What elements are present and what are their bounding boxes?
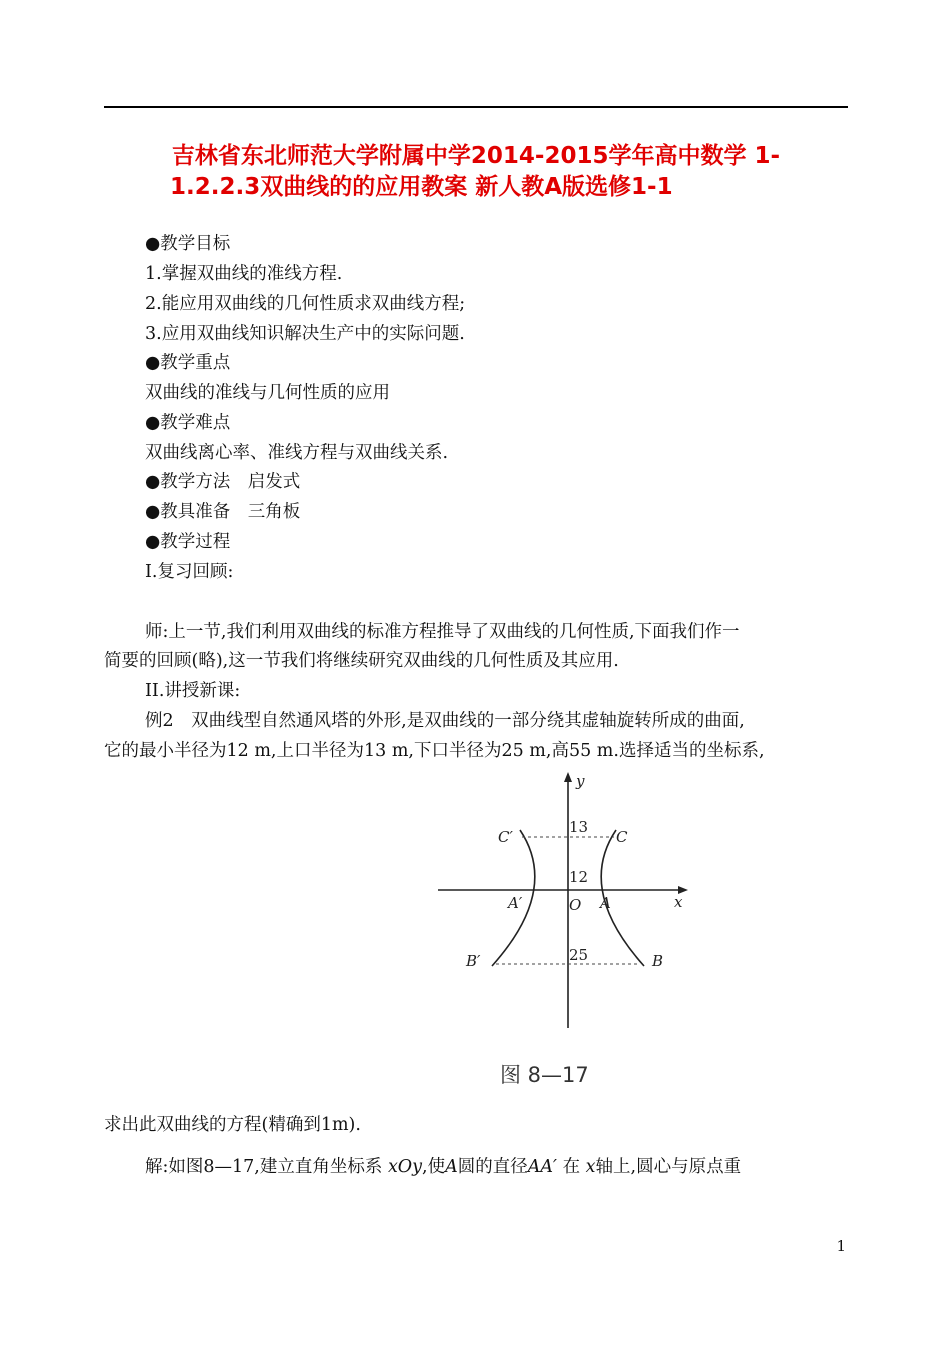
difficulty-text: 双曲线离心率、准线方程与双曲线关系. [145,443,449,463]
y-axis-arrow [564,772,572,782]
y-axis-label: y [576,772,585,790]
hyperbola-figure [430,770,700,1110]
solution-text-d: 在 [557,1157,586,1177]
solution-text-a: 解:如图8—17,建立直角坐标系 [145,1157,388,1177]
focus-text: 双曲线的准线与几何性质的应用 [145,383,390,403]
label-b-prime: B′ [466,952,481,970]
solution-text-e: 轴上,圆心与原点重 [595,1157,742,1177]
example-line-1: 例2 双曲线型自然通风塔的外形,是双曲线的一部分绕其虚轴旋转所成的曲面, [145,711,745,731]
label-c-prime: C′ [498,828,513,846]
new-lesson-heading: II.讲授新课: [145,681,241,701]
label-origin: O [569,896,582,914]
solution-xoy: xOy [387,1157,423,1177]
teacher-line-1: 师:上一节,我们利用双曲线的标准方程推导了双曲线的几何性质,下面我们作一 [145,622,740,642]
figure-caption: 图 8—17 [500,1063,589,1087]
solution-text-c: 圆的直径 [457,1157,528,1177]
page-number: 1 [836,1237,846,1255]
solution-a: A [445,1157,458,1177]
goal-1: 1.掌握双曲线的准线方程. [145,264,343,284]
difficulty-heading: ●教学难点 [145,413,231,433]
solution-aa: AA′ [527,1157,558,1177]
label-12: 12 [569,868,589,886]
label-a: A [600,894,611,912]
label-a-prime: A′ [508,894,523,912]
goals-heading: ●教学目标 [145,234,231,254]
x-axis-label: x [674,893,683,911]
label-c: C [616,828,628,846]
question-line: 求出此双曲线的方程(精确到1m). [104,1115,361,1135]
title-line-2: 1.2.2.3双曲线的的应用教案 新人教A版选修1-1 [170,174,673,200]
teacher-line-2: 简要的回顾(略),这一节我们将继续研究双曲线的几何性质及其应用. [104,651,619,671]
goal-2: 2.能应用双曲线的几何性质求双曲线方程; [145,294,466,314]
label-25: 25 [569,946,589,964]
review-heading: I.复习回顾: [145,562,234,582]
solution-text-b: ,使 [422,1157,446,1177]
header-rule [104,106,848,108]
label-b: B [652,952,664,970]
example-line-2: 它的最小半径为12 m,上口半径为13 m,下口半径为25 m,高55 m.选择适当的坐标系, [104,741,765,761]
tools-line: ●教具准备 三角板 [145,502,301,522]
label-13: 13 [569,818,589,836]
solution-line [145,1154,741,1180]
method-line: ●教学方法 启发式 [145,472,301,492]
goal-3: 3.应用双曲线知识解决生产中的实际问题. [145,324,465,344]
focus-heading: ●教学重点 [145,353,231,373]
process-heading: ●教学过程 [145,532,231,552]
solution-x: x [585,1157,596,1177]
title-line-1: 吉林省东北师范大学附属中学2014-2015学年高中数学 1- [171,143,781,169]
